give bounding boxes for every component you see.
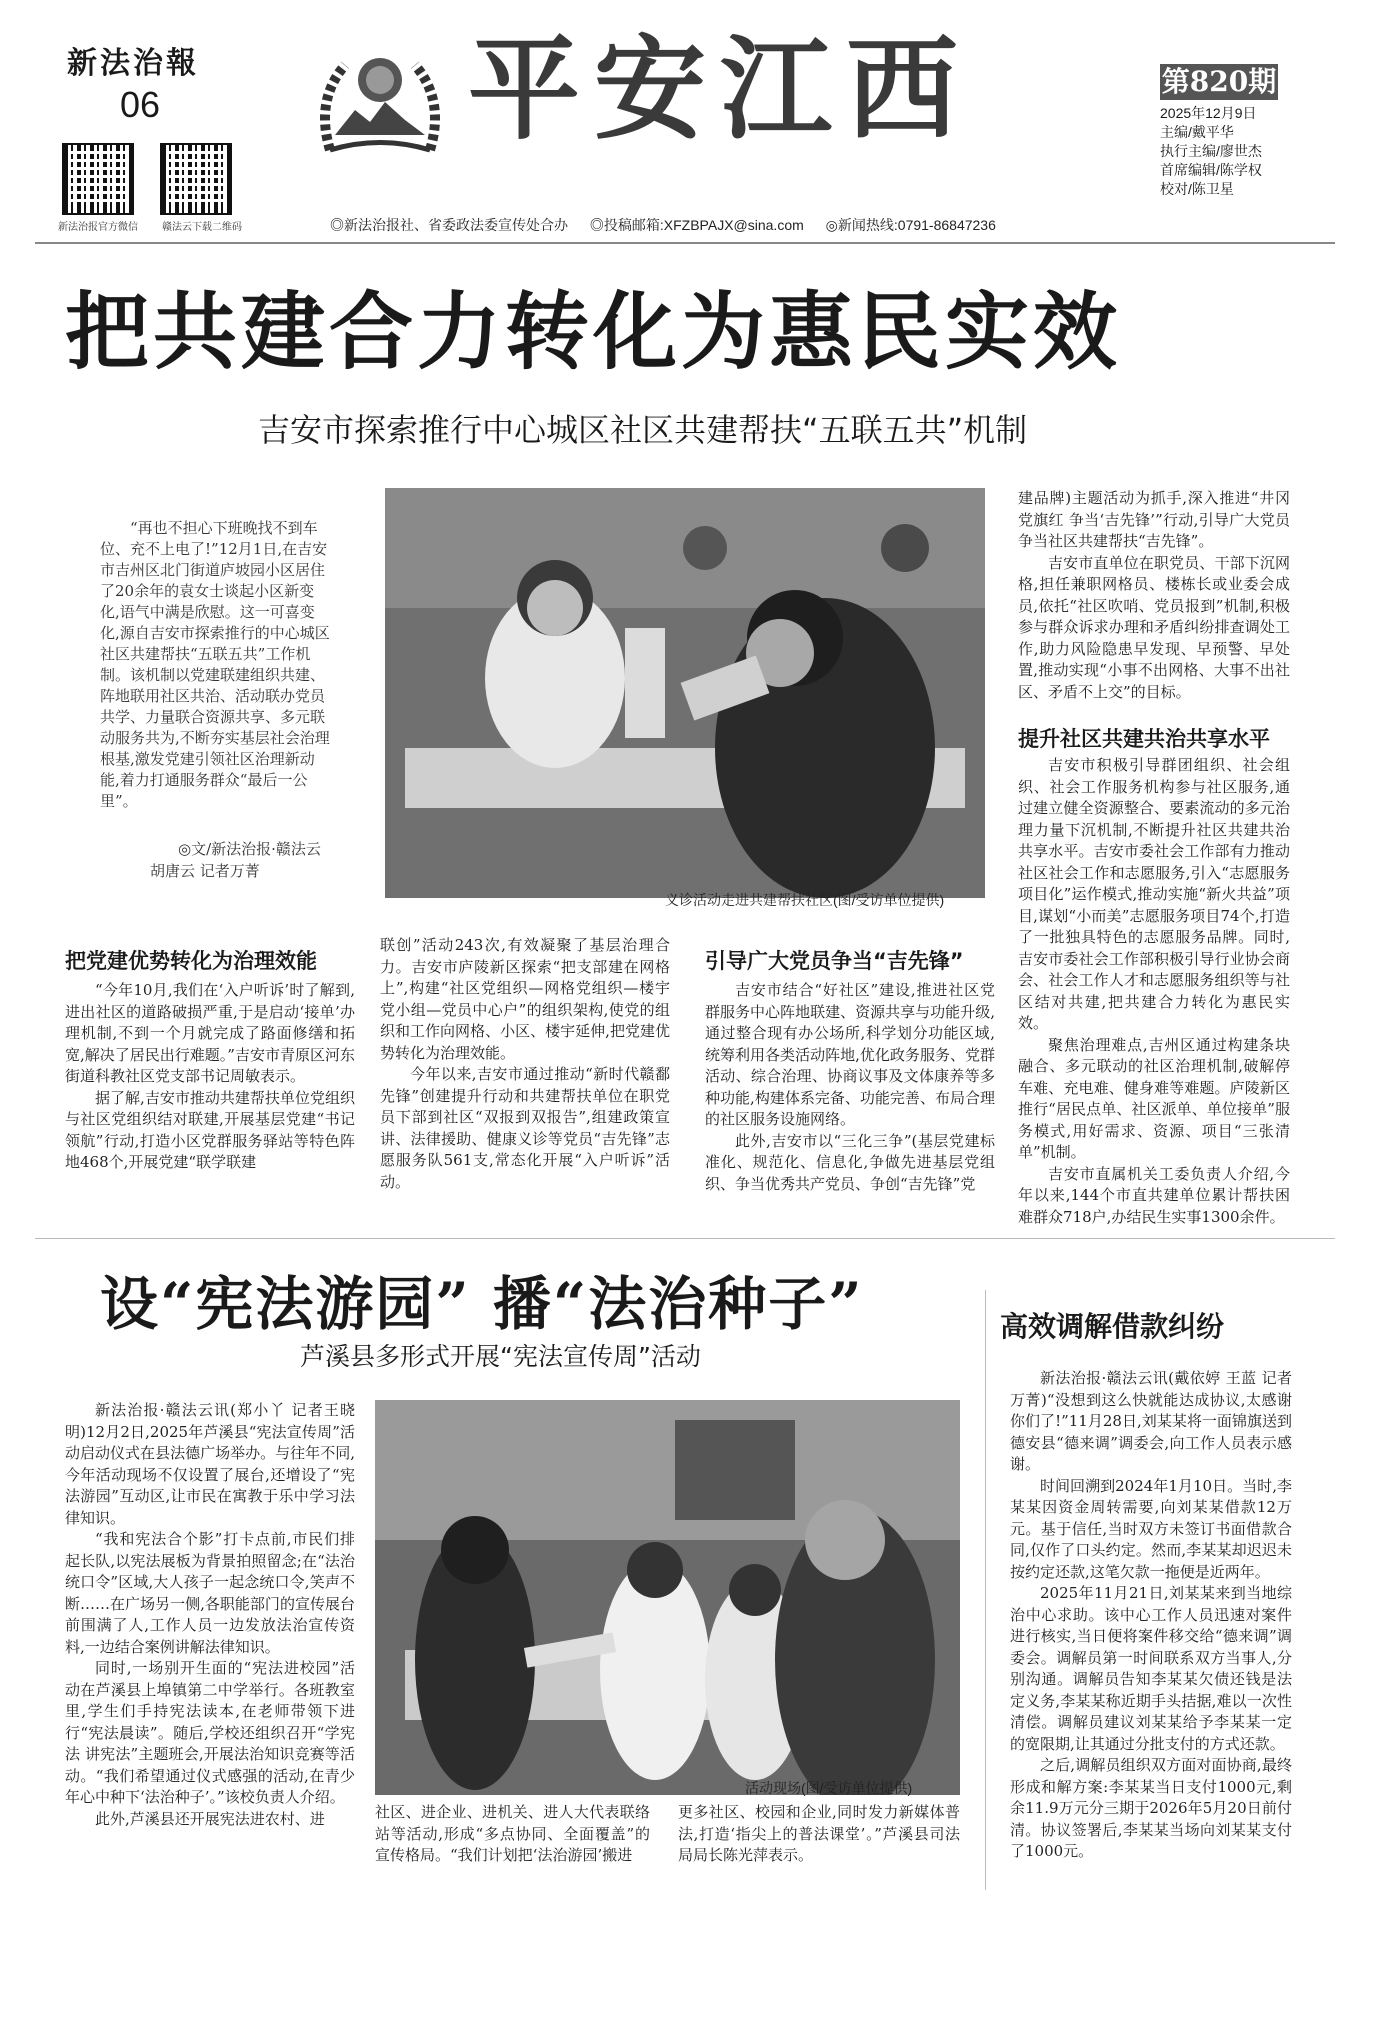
- article2-p1: 新法治报·赣法云讯(郑小丫 记者王晓明)12月2日,2025年芦溪县“宪法宣传周”活动启动仪式在县法德广场举办。与往年不同,今年活动现场不仅设置了展台,还增设了“宪法游园”互动区,让市民在寓教于乐中学习法律知识。: [65, 1401, 355, 1527]
- article1-section1-heading: 把党建优势转化为治理效能: [65, 949, 317, 973]
- masthead-divider: [35, 242, 1335, 244]
- article1-section3-body: [1018, 755, 1290, 1228]
- article3-body: [1010, 1368, 1292, 1863]
- article1-col2-p2: 今年以来,吉安市通过推动“新时代赣鄱先锋”创建提升行动和共建帮扶单位在职党员下部到社区“双报到双报告”,组建政策宣讲、法律援助、健康义诊等党员“吉先锋”志愿服务队561支,常态化开展“入户听诉”活动。: [380, 1065, 670, 1191]
- article1-subheadline: 吉安市探索推行中心城区社区共建帮扶“五联五共”机制: [258, 411, 1028, 449]
- qr-label-app: 赣法云下载二维码: [162, 222, 242, 233]
- article1-section2-p1: 吉安市结合“好社区”建设,推进社区党群服务中心阵地联建、资源共享与功能升级,通过整合现有办公场所,科学划分功能区域,统筹利用各类活动阵地,优化政务服务、党群活动、综合治理、协商议事及文体康养等多种功能,构建体系完备、功能完善、布局合理的社区服务设施网络。: [705, 981, 995, 1128]
- article1-section2-heading: 引导广大党员争当“吉先锋”: [705, 949, 964, 973]
- page-number: 06: [119, 84, 161, 125]
- article1-right-p1: 建品牌)主题活动为抓手,深入推进“井冈党旗红 争当‘吉先锋’”行动,引导广大党员争当社区共建帮扶“吉先锋”。: [1018, 489, 1290, 550]
- article1-section2-p2: 此外,吉安市以“三化三争”(基层党建标准化、规范化、信息化,争做先进基层党组织、争当优秀共产党员、争创“吉先锋”党: [705, 1131, 995, 1193]
- article3-p3: 2025年11月21日,刘某某来到当地综治中心求助。该中心工作人员迅速对案件进行核实,当日便将案件移交给“德来调”调委会。调解员第一时间联系双方当事人,分别沟通。调解员告知李某某欠债还钱是法定义务,李某某称近期手头拮据,难以一次性清偿。调解员建议刘某某给予李某某一定的宽限期,让其通过分批支付的方式还款。: [1010, 1584, 1292, 1753]
- chief-editor: 首席编辑/陈学权: [1160, 162, 1262, 178]
- info-sponsor: ◎新法治报社、省委政法委宣传处合办: [330, 217, 568, 233]
- editor-in-chief: 主编/戴平华: [1160, 124, 1234, 140]
- newspaper-name: 新法治報: [67, 46, 199, 81]
- article2-p3: 同时,一场别开生面的“宪法进校园”活动在芦溪县上埠镇第二中学举行。各班教室里,学生们手持宪法读本,在老师带领下进行“宪法晨读”。随后,学校还组织召开“学宪法 讲宪法”主题班会,开展法治知识竞赛等活动。“我们希望通过仪式感强的活动,在青少年心中种下‘法治种子’。”该校负责人介绍。: [65, 1659, 355, 1806]
- wechat-qr-code-icon: [62, 143, 134, 215]
- article1-section1-p2: 据了解,吉安市推动共建帮扶单位党组织与社区党组织结对联建,开展基层党建“书记领航”行动,打造小区党群服务驿站等特色阵地468个,开展党建“联学联建: [65, 1088, 355, 1171]
- article2-body: [65, 1400, 355, 1830]
- byline-source: ◎文/新法治报·赣法云: [178, 840, 321, 858]
- column-divider: [985, 1290, 986, 1890]
- qr-label-wechat: 新法治报官方微信: [58, 222, 138, 233]
- info-email: ◎投稿邮箱:XFZBPAJX@sina.com: [589, 217, 804, 233]
- article2-col2-text: 社区、进企业、进机关、进人大代表联络站等活动,形成“多点协同、全面覆盖”的宣传格局。“我们计划把‘法治游园’搬进: [375, 1803, 650, 1864]
- article1-section3-heading: 提升社区共建共治共享水平: [1018, 727, 1270, 751]
- article2-col3-text: 更多社区、校园和企业,同时发力新媒体普法,打造‘指尖上的普法课堂’。”芦溪县司法局局长陈光萍表示。: [678, 1803, 960, 1864]
- article1-photo-caption: 义诊活动走进共建帮扶社区(图/受访单位提供): [665, 892, 945, 908]
- proofreader: 校对/陈卫星: [1160, 181, 1234, 197]
- issue-badge: 第820期: [1161, 65, 1277, 98]
- article2-photo: [375, 1400, 960, 1795]
- article3-p2: 时间回溯到2024年1月10日。当时,李某某因资金周转需要,向刘某某借款12万元。基于信任,当时双方未签订书面借款合同,仅作了口头约定。然而,李某某却迟迟未按约定还款,这笔欠款一拖便是近两年。: [1010, 1476, 1292, 1581]
- article1-section1-p1: “今年10月,我们在‘入户听诉’时了解到,进出社区的道路破损严重,于是启动‘接单’办理机制,不到一个月就完成了路面修缮和拓宽,解决了居民出行难题。”吉安市青原区河东街道科教社区党支部书记周敏表示。: [65, 981, 355, 1085]
- info-hotline: ◎新闻热线:0791-86847236: [825, 217, 996, 233]
- article1-col2: [380, 935, 670, 1193]
- article1-byline: [130, 838, 345, 882]
- article1-section3-p3: 吉安市直属机关工委负责人介绍,今年以来,144个市直共建单位累计帮扶困难群众718户,办结民生实事1300余件。: [1018, 1164, 1290, 1226]
- article2-p2: “我和宪法合个影”打卡点前,市民们排起长队,以宪法展板为背景拍照留念;在“法治统口令”区域,大人孩子一起念统口令,笑声不断……在广场另一侧,各职能部门的宣传展台前围满了人,工作人员一边发放法治宣传资料,一边结合案例讲解法律知识。: [65, 1530, 355, 1656]
- article2-col2: [375, 1802, 650, 1867]
- article2-photo-caption: 活动现场(图/受访单位提供): [745, 1780, 913, 1796]
- article1-photo: [385, 488, 985, 898]
- article1-section3-p2: 聚焦治理难点,吉州区通过构建条块融合、多元联动的社区治理机制,破解停车难、充电难、健身难等难题。庐陵新区推行“居民点单、社区派单、单位接单”服务模式,用好需求、资源、项目“三张清单”机制。: [1018, 1035, 1290, 1161]
- issue-date: 2025年12月9日: [1160, 105, 1257, 121]
- article1-headline: 把共建合力转化为惠民实效: [65, 283, 1122, 381]
- article1-col2-p1: 联创”活动243次,有效凝聚了基层治理合力。吉安市庐陵新区探索“把支部建在网格上”,构建“社区党组织—网格党组织—楼宇党小组—党员中心户”的组织架构,使党的组织和工作向网格、小区、楼宇延伸,把党建优势转化为治理效能。: [380, 936, 670, 1062]
- app-download-qr-code-icon: [160, 143, 232, 215]
- article3-p4: 之后,调解员组织双方面对面协商,最终形成和解方案:李某某当日支付1000元,剩余11.9万元分三期于2026年5月20日前付清。协议签署后,李某某当场向刘某某支付了1000元。: [1010, 1756, 1292, 1860]
- issue-meta: [1160, 104, 1290, 199]
- executive-editor: 执行主编/廖世杰: [1160, 143, 1262, 159]
- byline-authors: 胡唐云 记者万菁: [150, 862, 260, 880]
- article1-section1-body: [65, 980, 355, 1174]
- article1-right-column: [1018, 488, 1290, 703]
- article1-lead: “再也不担心下班晚找不到车位、充不上电了!”12月1日,在吉安市吉州区北门街道庐坡园小区居住了20余年的袁女士谈起小区新变化,语气中满是欣慰。这一可喜变化,源自吉安市探索推行的中心城区社区共建帮扶“五联五共”工作机制。该机制以党建联建组织共建、阵地联用社区共治、活动联办党员共学、力量联合资源共享、多元联动服务共为,不断夯实基层社会治理根基,激发党建引领社区治理新动能,着力打通服务群众“最后一公里”。: [100, 519, 330, 810]
- article1-section2-body: [705, 980, 995, 1195]
- article2-headline: 设“宪法游园” 播“法治种子”: [100, 1270, 864, 1338]
- article-divider: [35, 1238, 1335, 1239]
- page-title: 平安江西: [468, 24, 972, 155]
- police-emblem-icon: [310, 40, 450, 170]
- info-bar: [330, 215, 1014, 235]
- article2-p4: 此外,芦溪县还开展宪法进农村、进: [95, 1809, 325, 1828]
- article2-col3: [678, 1802, 960, 1867]
- article1-right-p2: 吉安市直单位在职党员、干部下沉网格,担任兼职网格员、楼栋长或业委会成员,依托“社区吹哨、党员报到”机制,积极参与群众诉求办理和矛盾纠纷排查调处工作,助力风险隐患早发现、早预警、早处置,推动实现“小事不出网格、大事不出社区、矛盾不上交”的目标。: [1018, 553, 1290, 701]
- article3-headline: 高效调解借款纠纷: [1000, 1310, 1225, 1343]
- article2-subheadline: 芦溪县多形式开展“宪法宣传周”活动: [300, 1342, 701, 1371]
- article3-p1: 新法治报·赣法云讯(戴依婷 王蓝 记者万菁)“没想到这么快就能达成协议,太感谢你们了!”11月28日,刘某某将一面锦旗送到德安县“德来调”调委会,向工作人员表示感谢。: [1010, 1369, 1292, 1473]
- article1-section3-p1: 吉安市积极引导群团组织、社会组织、社会工作服务机构参与社区服务,通过建立健全资源整合、要素流动的多元治理力量下沉机制,不断提升社区共建共治共享水平。吉安市委社会工作部有力推动社区社会工作和志愿服务,引入“志愿服务项目化”运作模式,推动实施“新火共益”项目,谋划“小而美”志愿服务项目74个,打造了一批独具特色的志愿服务品牌。同时,吉安市委社会工作部积极引导行业协会商会、社会工作人才和志愿服务组织等与社区结对共建,把共建合力转化为惠民实效。: [1018, 756, 1290, 1032]
